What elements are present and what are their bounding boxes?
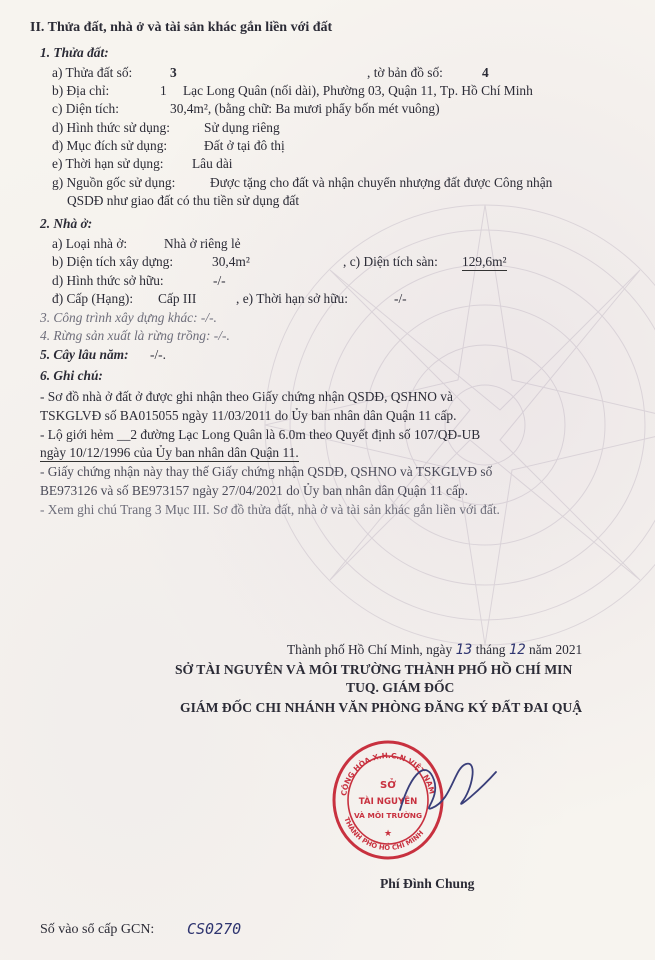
land-address-number: 1: [160, 83, 167, 98]
authorization-line: TUQ. GIÁM ĐỐC: [346, 680, 455, 695]
issue-year: 2021: [555, 642, 583, 657]
land-area-value: 30,4m², (bằng chữ: Ba mươi phẩy bốn mét vuông): [170, 101, 440, 116]
house-build-area-value: 30,4m²: [212, 254, 250, 269]
land-use-form-value: Sử dụng riêng: [204, 120, 280, 135]
issue-month-label: tháng: [475, 642, 506, 657]
signer-title: GIÁM ĐỐC CHI NHÁNH VĂN PHÒNG ĐĂNG KÝ ĐẤT ĐAI QUẬ: [180, 700, 583, 715]
issue-day: 13: [455, 642, 473, 658]
house-floor-area-text: 129,6m²: [462, 254, 507, 269]
land-parcel-number: 3: [170, 65, 177, 80]
seal-outer-text: CỘNG HÒA X.H.C.N VIỆT NAM: [339, 750, 437, 797]
seal-inner-line-1: SỞ: [380, 780, 396, 791]
house-grade-label: đ) Cấp (Hạng):: [52, 291, 134, 306]
guilloche-watermark: [250, 190, 655, 660]
issue-month: 12: [508, 642, 526, 658]
house-ownership-form-label: d) Hình thức sở hữu:: [52, 273, 164, 288]
house-ownership-form-value: -/-: [213, 273, 226, 288]
perennial-trees-label: 5. Cây lâu năm:: [40, 347, 129, 362]
land-origin-value-1: Được tặng cho đất và nhận chuyển nhượng đất được Công nhận: [210, 175, 553, 190]
issue-date-prefix: Thành phố Hồ Chí Minh, ngày: [287, 642, 453, 657]
section-title: II. Thửa đất, nhà ở và tài sản khác gắn liền với đất: [30, 20, 333, 35]
perennial-trees-value: -/-.: [150, 347, 166, 362]
land-map-label: , tờ bản đồ số:: [367, 65, 443, 80]
house-grade-value: Cấp III: [158, 291, 197, 306]
other-construction: 3. Công trình xây dựng khác: -/-.: [40, 310, 217, 325]
house-type-label: a) Loại nhà ở:: [52, 236, 128, 251]
land-use-form-label: d) Hình thức sử dụng:: [52, 120, 170, 135]
note-2-hidden-number: __: [117, 427, 131, 442]
land-address-label: b) Địa chỉ:: [52, 83, 110, 98]
seal-inner-line-3: VÀ MÔI TRƯỜNG: [353, 811, 423, 820]
land-area-label: c) Diện tích:: [52, 101, 119, 116]
note-2-decision-date: ngày 10/12/1996 của Ủy ban nhân dân Quận 11.: [40, 445, 299, 460]
note-1-line-2: TSKGLVĐ số BA015055 ngày 11/03/2011 do Ủy ban nhân dân Quận 11 cấp.: [40, 408, 457, 423]
house-floor-area-value: [462, 254, 507, 271]
note-4: - Xem ghi chú Trang 3 Mục III. Sơ đồ thửa đất, nhà ở và tài sản khác gắn liền với đất.: [40, 502, 500, 517]
house-ownership-term-label: , e) Thời hạn sở hữu:: [236, 291, 348, 306]
note-3-line-1: - Giấy chứng nhận này thay thế Giấy chứng nhận QSDĐ, QSHNO và TSKGLVĐ số: [40, 464, 493, 479]
land-heading: 1. Thửa đất:: [40, 45, 109, 60]
land-use-term-value: Lâu dài: [192, 156, 233, 171]
signer-name: Phí Đình Chung: [380, 876, 475, 891]
handwritten-signature: [392, 750, 502, 830]
note-2-road-info: 2 đường Lạc Long Quân là 6.0m theo Quyết định số 107/QĐ-UB: [130, 427, 481, 442]
notes-heading: 6. Ghi chú:: [40, 368, 103, 383]
note-1-line-1: - Sơ đồ nhà ở đất ở được ghi nhận theo Giấy chứng nhận QSDĐ, QSHNO và: [40, 389, 453, 404]
land-use-purpose-label: đ) Mục đích sử dụng:: [52, 138, 168, 153]
seal-inner-line-2: TÀI NGUYÊN: [358, 797, 418, 807]
seal-star-icon: ★: [383, 829, 393, 839]
land-use-term-label: e) Thời hạn sử dụng:: [52, 156, 164, 171]
house-heading: 2. Nhà ở:: [40, 216, 93, 231]
house-ownership-term-value: -/-: [394, 291, 407, 306]
note-2-prefix: - Lộ giới hẻm: [40, 427, 117, 442]
issuing-organization: SỞ TÀI NGUYÊN VÀ MÔI TRƯỜNG THÀNH PHỐ HỒ CHÍ MIN: [175, 662, 573, 677]
land-map-number: 4: [482, 65, 489, 80]
land-parcel-label: a) Thửa đất số:: [52, 65, 133, 80]
land-origin-value-2: QSDĐ như giao đất có thu tiền sử dụng đất: [67, 193, 300, 208]
issue-date-line: [287, 642, 582, 658]
issue-year-label: năm: [529, 642, 553, 657]
land-address-value: Lạc Long Quân (nối dài), Phường 03, Quận 11, Tp. Hồ Chí Minh: [183, 83, 533, 98]
note-3-line-2: BE973126 và số BE973157 ngày 27/04/2021 do Ủy ban nhân dân Quận 11 cấp.: [40, 483, 468, 498]
land-origin-label: g) Nguồn gốc sử dụng:: [52, 175, 176, 190]
house-build-area-label: b) Diện tích xây dựng:: [52, 254, 174, 269]
land-use-purpose-value: Đất ở tại đô thị: [204, 138, 285, 153]
land-parcel-row: [52, 65, 132, 81]
certificate-register-number: CS0270: [187, 920, 242, 938]
note-2-line-1: [40, 427, 480, 443]
house-type-value: Nhà ở riêng lẻ: [164, 236, 241, 251]
certificate-register-label: Số vào sổ cấp GCN:: [40, 922, 155, 937]
production-forest: 4. Rừng sản xuất là rừng trồng: -/-.: [40, 328, 230, 343]
seal-bottom-text: THÀNH PHỐ HỒ CHÍ MINH: [342, 816, 426, 853]
note-2-line-2: [40, 445, 299, 462]
house-floor-area-label: , c) Diện tích sàn:: [343, 254, 438, 269]
